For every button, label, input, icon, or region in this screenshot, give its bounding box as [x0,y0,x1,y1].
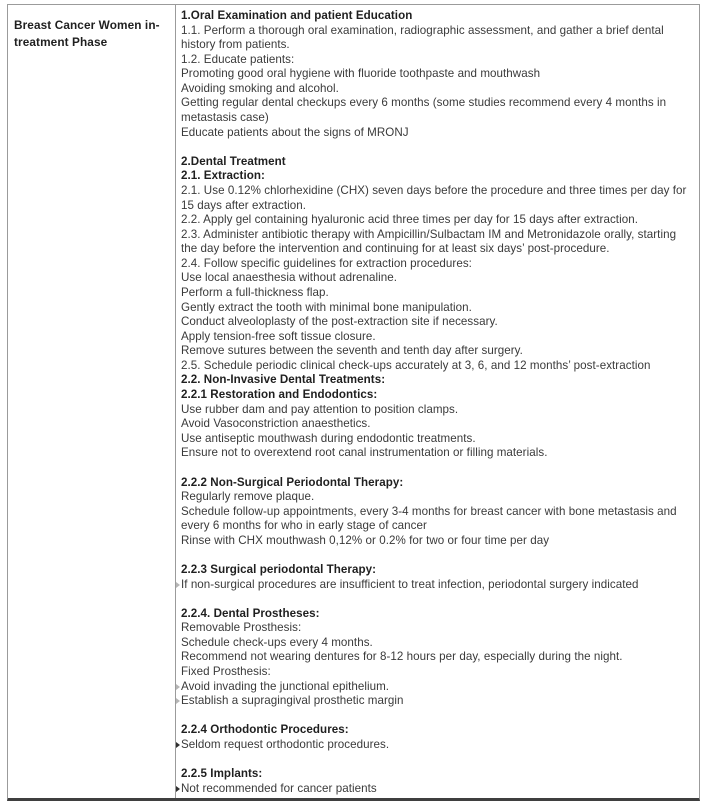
bullet-triangle-icon [176,684,180,690]
guideline-text-line [181,519,695,534]
guideline-text-line [181,96,695,111]
section-heading-line [181,767,695,782]
guideline-section [181,476,695,549]
guideline-text-line [181,126,695,141]
guideline-text-line [181,199,695,214]
guideline-text-line [181,432,695,447]
guideline-text-line [181,403,695,418]
section-heading-line [181,388,695,403]
guideline-text-line [181,67,695,82]
guideline-text-line [181,650,695,665]
section-heading-line [181,723,695,738]
treatment-phase-table [7,4,700,801]
line-text: 2.2.5 Implants: [181,767,263,781]
line-text: Perform a full-thickness flap. [181,285,329,299]
line-text: Fixed Prosthesis: [181,665,271,679]
line-text: metastasis case) [181,111,269,125]
guideline-text-line [181,82,695,97]
guideline-text-line [181,257,695,272]
guideline-text-line [181,665,695,680]
section-heading-line [181,155,695,170]
line-text: Use local anaesthesia without adrenaline. [181,271,398,285]
line-text: Not recommended for cancer patients [181,781,377,795]
guideline-section [181,9,695,140]
line-text: 2.3. Administer antibiotic therapy with Ampicillin/Sulbactam IM and Metronidazole orally, starting [181,227,677,241]
line-text: Promoting good oral hygiene with fluoride toothpaste and mouthwash [181,67,541,81]
line-text: 2.5. Schedule periodic clinical check-ups accurately at 3, 6, and 12 months’ post-extraction [181,358,651,372]
guideline-text-line [181,38,695,53]
line-text: Removable Prosthesis: [181,621,302,635]
line-text: 2.2.4 Orthodontic Procedures: [181,723,349,737]
line-text: Getting regular dental checkups every 6 months (some studies recommend every 4 months in [181,96,667,110]
guideline-section [181,767,695,796]
line-text: Ensure not to overextend root canal instrumentation or filling materials. [181,446,548,460]
guideline-text-line [181,694,695,709]
guideline-text-line [181,315,695,330]
line-text: Conduct alveoloplasty of the post-extraction site if necessary. [181,315,498,329]
line-text: 1.2. Educate patients: [181,52,295,66]
line-text: Schedule follow-up appointments, every 3-4 months for breast cancer with bone metastasis and [181,504,677,518]
guideline-text-line [181,782,695,797]
guideline-text-line [181,184,695,199]
line-text: Regularly remove plaque. [181,490,315,504]
line-text: 2.4. Follow specific guidelines for extraction procedures: [181,256,472,270]
guideline-text-line [181,24,695,39]
line-text: 2.2.2 Non-Surgical Periodontal Therapy: [181,475,404,489]
line-text: 2.Dental Treatment [181,154,286,168]
line-text: If non-surgical procedures are insufficient to treat infection, periodontal surgery indicated [181,577,639,591]
bullet-triangle-icon [176,698,180,704]
guideline-text-line [181,111,695,126]
guideline-text-line [181,271,695,286]
guideline-text-line [181,286,695,301]
line-text: 1.Oral Examination and patient Education [181,9,413,22]
line-text: 2.2.4. Dental Prostheses: [181,606,320,620]
guideline-text-line [181,53,695,68]
guideline-text-line [181,417,695,432]
guideline-text-line [181,680,695,695]
guideline-section [181,155,695,461]
line-text: Apply tension-free soft tissue closure. [181,329,376,343]
line-text: 2.2.3 Surgical periodontal Therapy: [181,562,377,576]
guideline-text-line [181,228,695,243]
bullet-triangle-icon [176,742,180,748]
line-text: every 6 months for who in early stage of cancer [181,519,427,533]
line-text: Avoiding smoking and alcohol. [181,81,339,95]
section-heading-line [181,607,695,622]
guideline-text-line [181,636,695,651]
line-text: Remove sutures between the seventh and tenth day after surgery. [181,344,523,358]
line-text: Rinse with CHX mouthwash 0,12% or 0.2% for two or four time per day [181,533,550,547]
guideline-text-line [181,330,695,345]
line-text: Recommend not wearing dentures for 8-12 hours per day, especially during the night. [181,650,623,664]
guideline-text-line [181,534,695,549]
guideline-text-line [181,738,695,753]
line-text: 2.1. Extraction: [181,169,265,183]
guideline-section [181,607,695,709]
line-text: Establish a supragingival prosthetic margin [181,694,404,708]
line-text: 2.1. Use 0.12% chlorhexidine (CHX) seven days before the procedure and three times per day for [181,183,687,197]
line-text: Avoid Vasoconstriction anaesthetics. [181,417,371,431]
guideline-text-line [181,213,695,228]
guideline-text-line [181,505,695,520]
guideline-text-line [181,242,695,257]
line-text: 15 days after extraction. [181,198,306,212]
bullet-triangle-icon [176,786,180,792]
line-text: Use antiseptic mouthwash during endodontic treatments. [181,431,476,445]
guideline-text-line [181,344,695,359]
line-text: 2.2.1 Restoration and Endodontics: [181,388,378,402]
line-text: 2.2. Apply gel containing hyaluronic acid three times per day for 15 days after extraction. [181,213,638,227]
guideline-text-line [181,359,695,374]
line-text: Seldom request orthodontic procedures. [181,737,390,751]
guideline-text-line [181,578,695,593]
bullet-triangle-icon [176,582,180,588]
line-text: Use rubber dam and pay attention to position clamps. [181,402,459,416]
line-text: Educate patients about the signs of MRONJ [181,125,409,139]
guideline-text-line [181,490,695,505]
section-heading-line [181,373,695,388]
line-text: Avoid invading the junctional epithelium. [181,679,390,693]
phase-title: Breast Cancer Women in-treatment Phase [14,18,160,49]
treatment-cell-body [176,5,699,798]
line-text: Gently extract the tooth with minimal bone manipulation. [181,300,472,314]
line-text: 2.2. Non-Invasive Dental Treatments: [181,373,386,387]
line-text: 1.1. Perform a thorough oral examination, radiographic assessment, and gather a brief dental [181,23,664,37]
section-heading-line [181,9,695,24]
section-heading-line [181,563,695,578]
guideline-text-line [181,301,695,316]
section-heading-line [181,476,695,491]
line-text: history from patients. [181,38,290,52]
guideline-section [181,563,695,592]
line-text: Schedule check-ups every 4 months. [181,635,373,649]
phase-header-cell [8,5,176,798]
line-text: the day before the intervention and continuing for at least six days’ post-procedure. [181,242,610,256]
guideline-text-line [181,446,695,461]
section-heading-line [181,169,695,184]
guideline-section [181,723,695,752]
guideline-text-line [181,621,695,636]
